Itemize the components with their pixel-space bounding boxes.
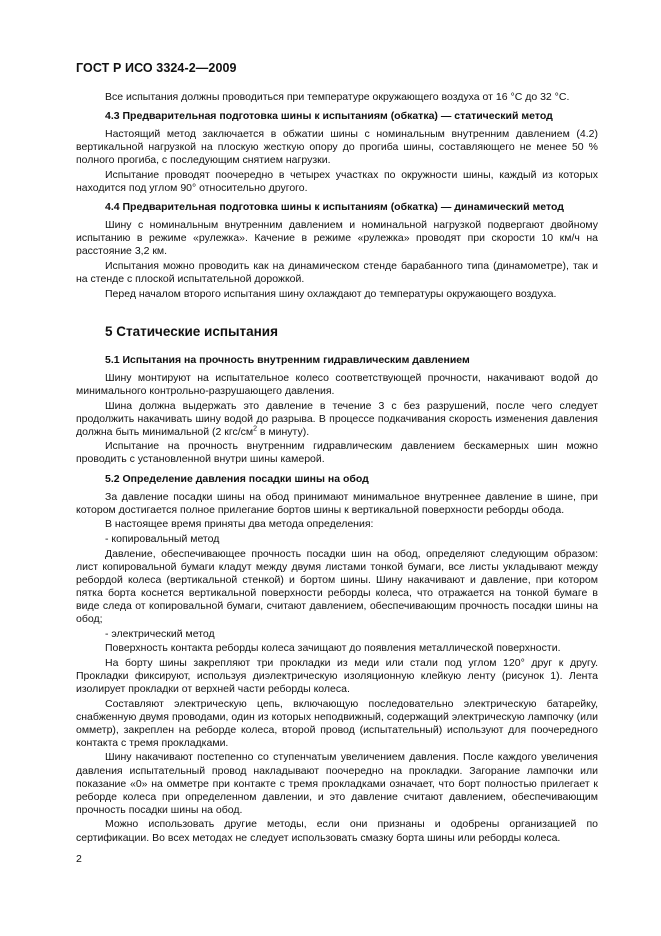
method-list-item-electric: - электрический метод bbox=[105, 627, 215, 640]
document-header: ГОСТ Р ИСО 3324-2—2009 bbox=[76, 61, 237, 75]
section-5-2-paragraph-6: Составляют электрическую цепь, включающую последовательно электрическую батарейку, снабженную двумя проводами, один из которых неподвижный, содержащий электрическую лампочку (или омметр), закреплен на реборде колеса, второй провод (испытательный) используют для поочередного контакта с тремя прокладками. bbox=[76, 697, 598, 749]
section-5-heading: 5 Статические испытания bbox=[105, 323, 278, 339]
section-5-2-paragraph-1: За давление посадки шины на обод принимают минимальное внутреннее давление в шине, при котором достигается полное прилегание бортов шины к вертикальной поверхности реборды обода. bbox=[76, 490, 598, 516]
section-4-3-heading: 4.3 Предварительная подготовка шины к испытаниям (обкатка) — статический метод bbox=[105, 110, 553, 123]
section-4-4-paragraph-2: Испытания можно проводить как на динамическом стенде барабанного типа (динамометре), так и на стенде с плоской испытательной дорожкой. bbox=[76, 260, 598, 286]
section-5-1-paragraph-2-text: Шина должна выдержать это давление в течение 3 с без разрушений, после чего следует продолжить накачивать шину водой до разрыва. В процессе подкачивания скорость изменения давления должна быть минимальной (2 кгс/см bbox=[76, 399, 598, 438]
section-5-2-paragraph-4: Поверхность контакта реборды колеса зачищают до появления металлической поверхности. bbox=[105, 642, 561, 655]
page-number: 2 bbox=[76, 853, 82, 865]
section-5-1-paragraph-3: Испытание на прочность внутренним гидравлическим давлением бескамерных шин можно проводить с установленной внутри шины камерой. bbox=[76, 440, 598, 466]
section-5-1-paragraph-2-tail: в минуту). bbox=[257, 425, 310, 438]
section-5-1-heading: 5.1 Испытания на прочность внутренним гидравлическим давлением bbox=[105, 353, 470, 366]
section-5-2-paragraph-3: Давление, обеспечивающее прочность посадки шин на обод, определяют следующим образом: лист копировальной бумаги кладут между двумя листами тонкой бумаги, все листы укладывают между ребордой колеса (вертикальной стенкой) и бортом шины. Шину накачивают и давление, при котором пятка борта коснется вертикальной поверхности реборды колеса, что отражается на тонкой бумаге в виде следа от копировальной бумаги, считают давлением, обеспечивающим прочность посадки шины на обод; bbox=[76, 547, 598, 625]
section-5-2-paragraph-7: Шину накачивают постепенно со ступенчатым увеличением давления. После каждого увеличения давления испытательный провод накладывают поочередно на прокладки. Загорание лампочки или показание «0» на омметре при контакте с тремя прокладками означает, что борт полностью прилегает к реборде колеса при определенном давлении, и это давление считают давлением, обеспечивающим прочность посадки шины на обод. bbox=[76, 751, 598, 816]
section-4-4-heading: 4.4 Предварительная подготовка шины к испытаниям (обкатка) — динамический метод bbox=[105, 201, 564, 214]
method-list-item-copy: - копировальный метод bbox=[105, 532, 220, 545]
intro-paragraph: Все испытания должны проводиться при температуре окружающего воздуха от 16 °С до 32 °С. bbox=[105, 91, 570, 103]
section-4-3-paragraph-1: Настоящий метод заключается в обжатии шины с номинальным внутренним давлением (4.2) вертикальной нагрузкой на плоскую жесткую опору до прогиба шины, составляющего не менее 50 % полного прогиба, с последующим снятием нагрузки. bbox=[76, 128, 598, 167]
section-5-2-paragraph-8: Можно использовать другие методы, если они признаны и одобрены организацией по сертификации. Во всех методах не следует использовать смазку борта шины или реборды колеса. bbox=[76, 818, 598, 844]
section-5-2-paragraph-5: На борту шины закрепляют три прокладки из меди или стали под углом 120° друг к другу. Прокладки фиксируют, используя диэлектрическую изоляционную клейкую ленту (рисунок 1). Лента изолирует прокладки от верхней части реборды колеса. bbox=[76, 656, 598, 695]
section-4-4-paragraph-3: Перед началом второго испытания шину охлаждают до температуры окружающего воздуха. bbox=[105, 287, 557, 300]
section-5-1-paragraph-2 bbox=[76, 400, 598, 439]
superscript-2: 2 bbox=[253, 425, 258, 433]
section-4-3-paragraph-2: Испытание проводят поочередно в четырех участках по окружности шины, каждый из которых находится под углом 90° относительно другого. bbox=[76, 168, 598, 195]
section-4-4-paragraph-1: Шину с номинальным внутренним давлением и номинальной нагрузкой подвергают двойному испытанию в режиме «рулежка». Качение в режиме «рулежка» проводят при скорости 10 км/ч на расстояние 3,2 км. bbox=[76, 219, 598, 258]
section-5-1-paragraph-1: Шину монтируют на испытательное колесо соответствующей прочности, накачивают водой до минимального контрольно-разрушающего давления. bbox=[76, 371, 598, 397]
section-5-2-paragraph-2: В настоящее время приняты два метода определения: bbox=[105, 518, 374, 531]
section-5-2-heading: 5.2 Определение давления посадки шины на обод bbox=[105, 472, 369, 485]
document-body bbox=[76, 91, 598, 846]
